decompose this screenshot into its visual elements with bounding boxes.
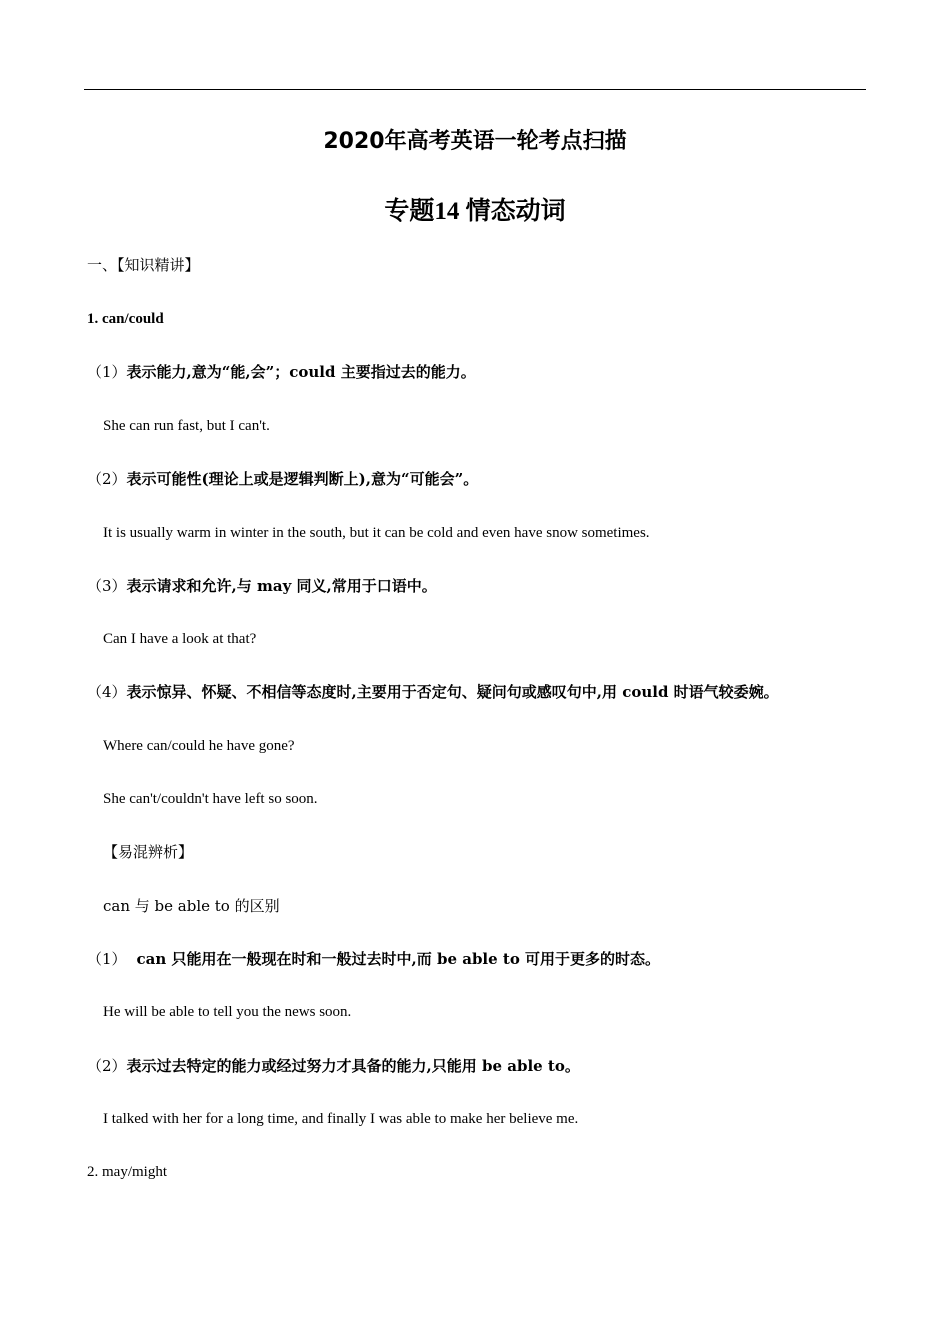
rule-text: 表示可能性(理论上或是逻辑判断上),意为“可能会”。 [126,470,479,488]
rule-4 [87,682,779,702]
rule-2 [87,469,478,489]
document-title: 2020年高考英语一轮考点扫描 [323,129,627,154]
topic-heading-can-could: 1. can/could [87,311,164,327]
rule-text: can 只能用在一般现在时和一般过去时中,而 be able to 可用于更多的时态。 [136,950,661,968]
document-subtitle: 专题14 情态动词 [384,198,566,225]
topic-heading-may-might: 2. may/might [87,1164,167,1180]
header-rule [84,89,866,90]
rule-number: （2） [87,1057,127,1075]
confusion-rule-2 [87,1056,580,1076]
example-sentence: I talked with her for a long time, and finally I was able to make her believe me. [103,1111,579,1127]
rule-number: （3） [87,577,127,595]
rule-text: 表示请求和允许,与 may 同义,常用于口语中。 [126,577,437,595]
rule-1 [87,362,476,382]
rule-3 [87,576,437,596]
confusion-rule-1 [87,949,660,969]
example-sentence: It is usually warm in winter in the south, but it can be cold and even have snow sometimes. [103,525,650,541]
example-sentence: She can run fast, but I can't. [103,418,270,434]
example-sentence: Where can/could he have gone? [103,738,295,754]
example-sentence: Can I have a look at that? [103,631,257,647]
example-sentence: He will be able to tell you the news soon. [103,1004,352,1020]
rule-text: 表示过去特定的能力或经过努力才具备的能力,只能用 be able to。 [126,1057,580,1075]
example-sentence: She can't/couldn't have left so soon. [103,791,318,807]
rule-number: （4） [87,683,127,701]
rule-text: 表示能力,意为“能,会”；could 主要指过去的能力。 [126,363,476,381]
rule-number: （2） [87,470,127,488]
rule-number: （1） [87,363,127,381]
rule-number: （1） [87,950,127,968]
section-heading: 一、【知识精讲】 [87,256,200,274]
rule-text: 表示惊异、怀疑、不相信等态度时,主要用于否定句、疑问句或感叹句中,用 could 时语气较委婉。 [126,683,779,701]
confusion-title: can 与 be able to 的区别 [103,897,280,915]
confusion-heading: 【易混辨析】 [103,843,194,861]
